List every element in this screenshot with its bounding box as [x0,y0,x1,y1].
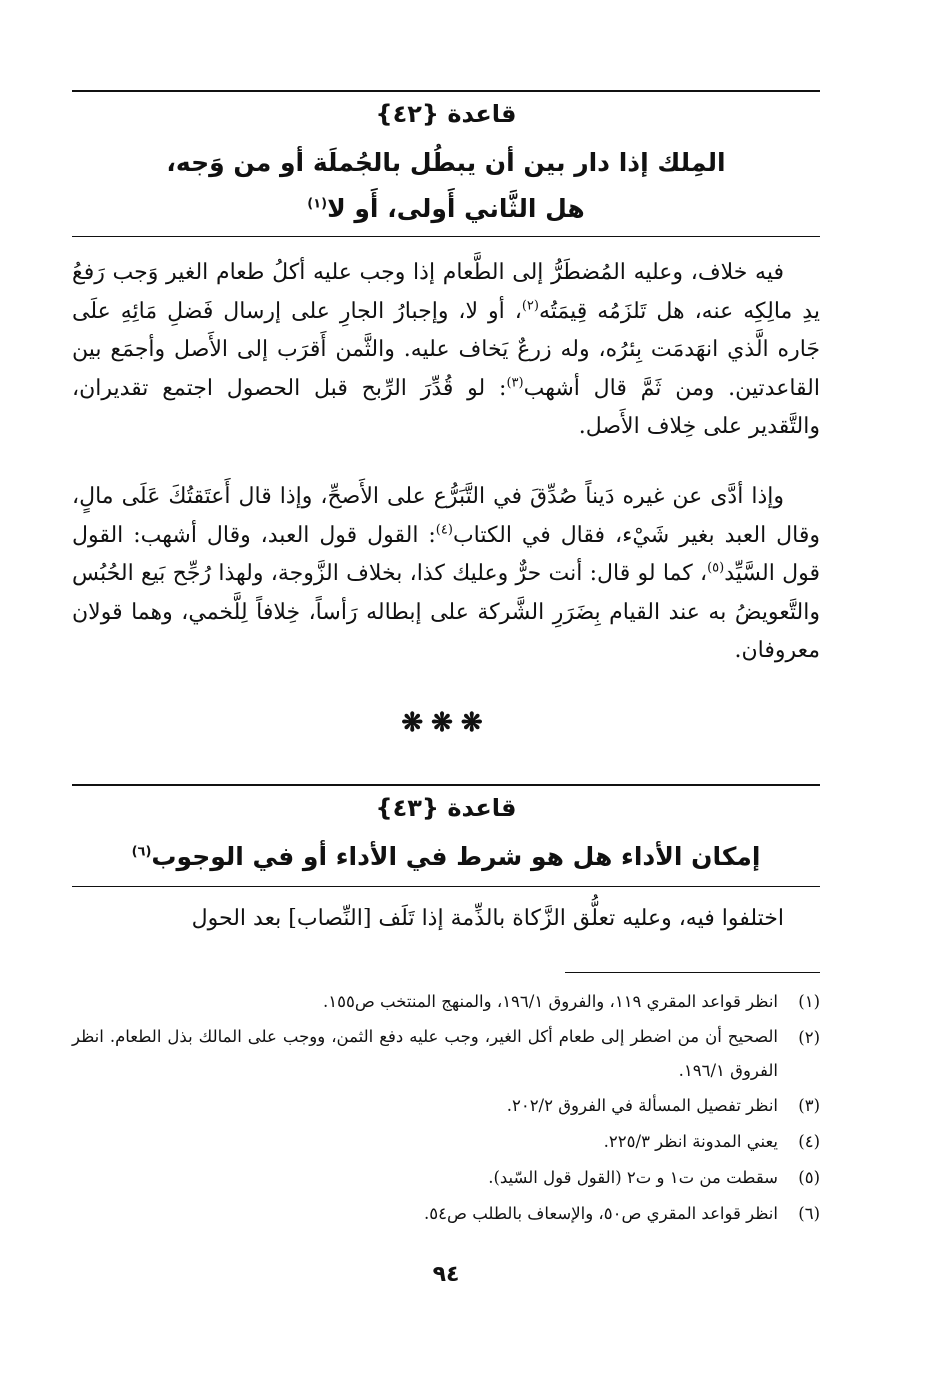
rule-42-subtitle-text: هل الثَّاني أَولى، أَو لا [327,194,585,223]
rule-42-subtitle-line2 [72,186,820,232]
rule-43-top-rule [72,784,820,786]
footnote-item [72,1196,820,1232]
paragraph-text: : القول قول العبد، وقال أشهب: القول قول السَّيِّد [72,522,820,586]
paragraph-text: وإذا أدَّى عن غيره دَيناً صُدِّقَ في التَّبَرُّع على الأَصحِّ، وإذا قال أَعتَقتُكَ عَلَى مالٍ، وقال العبد بغير شَيْء، فقال في الكتاب [72,484,820,548]
paragraph-text: فيه خلاف، وعليه المُضطَرُّ إلى الطَّعام إذا وجب عليه أكلُ طعام الغير وَجب رَفعُ يدِ مالِكِه عنه، هل تَلزَمُه قِيمَتُه [72,260,820,324]
rule-42-subtitle-line1: المِلك إذا دار بين أن يبطُل بالجُملَة أو من وَجه، [166,148,726,177]
footnote-ref-4: (٤) [435,522,453,538]
footnotes-list [72,984,820,1232]
footnote-separator [565,972,820,973]
footnote-text: سقطت من ت١ و ت٢ (القول قول السّيد). [488,1168,778,1187]
rule-42-title: قاعدة {٤٢} [375,100,517,128]
rule-43-subtitle-text: إمكان الأداء هل هو شرط في الأداء أو في الوجوب [151,842,761,871]
footnote-number: (١) [798,992,820,1011]
footnote-item [72,1160,820,1196]
footnote-item [72,1020,820,1088]
page-number: ٩٤ [432,1262,460,1287]
footnote-number: (٣) [798,1096,820,1115]
rule-42-underline [72,236,820,237]
footnote-number: (٢) [798,1028,820,1047]
paragraph-text: ، كما لو قال: أنت حرٌّ وعليك كذا، بخلاف الزَّوجة، ولهذا رُجِّح بَيع الحُبُس والتَّعويضُ به عند القيام بِضَرَرِ الشَّركة على إبطاله رَأساً، خِلافاً لِلَّخمي، وهما قولان معروفان. [72,561,820,663]
footnote-number: (٥) [798,1168,820,1187]
rule-43-subtitle [72,834,820,880]
footnote-ref-6: (٦) [131,844,152,860]
footnote-ref-2: (٢) [521,298,539,314]
paragraph-text: اختلفوا فيه، وعليه تعلُّق الزَّكاة بالذِّمة إذا تَلَف [النِّصاب] بعد الحول [191,906,784,931]
rule-43-underline [72,886,820,887]
footnote-number: (٤) [798,1132,820,1151]
footnote-ref-3: (٣) [506,375,524,391]
footnote-text: الصحيح أن من اضطر إلى طعام أكل الغير، وجب عليه دفع الثمن، ووجب على المالك بذل الطعام. انظر الفروق ١٩٦/١. [72,1027,778,1080]
paragraph-text: : لو قُدِّرَ الرِّبح قبل الحصول اجتمع تقديران، والتَّقدير على خِلاف الأَصل. [72,375,820,439]
footnote-item [72,1124,820,1160]
footnote-text: انظر قواعد المقري ١١٩، والفروق ١٩٦/١، والمنهج المنتخب ص١٥٥. [323,992,778,1011]
paragraph-text: ، أو لا، وإجبارُ الجارِ على إرسال فَضلِ مَائِهِ علَى جَاره الَّذي انهَدمَت بِئرُه، وله زرعٌ يَخاف عليه. والثَّمن أَقرَب إلى الأَصل وأجمَع بين القاعدتين. ومن ثَمَّ قال أشهب [72,298,820,401]
footnote-text: انظر قواعد المقري ص٥٠، والإسعاف بالطلب ص٥٤. [424,1204,778,1223]
rule-43-paragraph [72,900,820,939]
rule-42-paragraph-1 [72,254,820,447]
section-separator-stars: ❋❋❋ [401,708,491,738]
footnote-text: يعني المدونة انظر ٢٢٥/٣. [603,1132,778,1151]
top-rule [72,90,820,92]
rule-42-paragraph-2 [72,478,820,671]
footnote-item [72,1088,820,1124]
footnote-text: انظر تفصيل المسألة في الفروق ٢٠٢/٢. [506,1096,778,1115]
footnote-item [72,984,820,1020]
footnote-ref-5: (٥) [707,560,725,576]
footnote-ref-1: (١) [307,196,328,212]
footnote-number: (٦) [798,1204,820,1223]
rule-43-title: قاعدة {٤٣} [375,794,517,822]
